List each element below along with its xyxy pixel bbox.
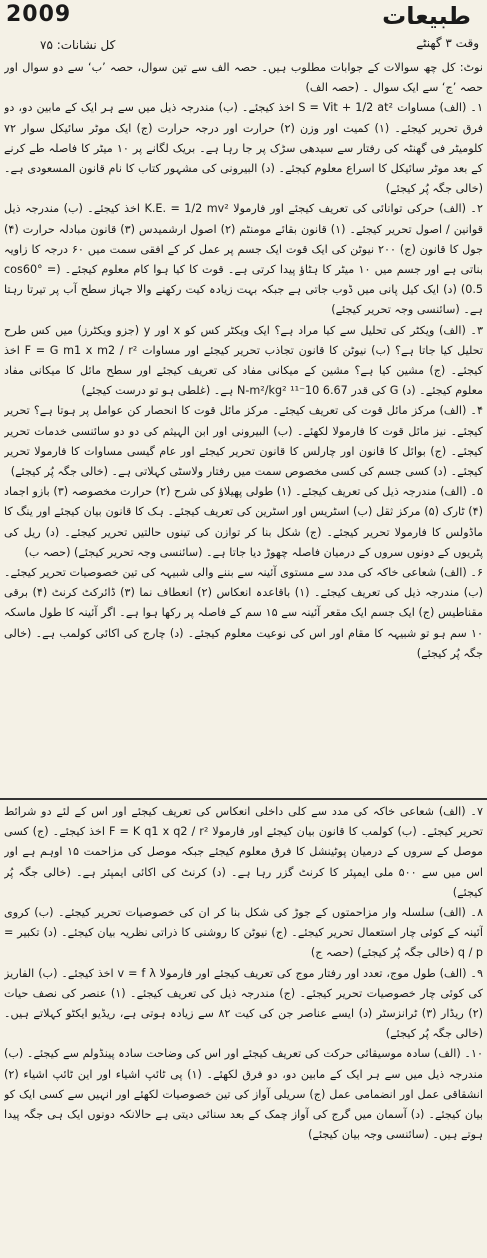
header	[0, 0, 487, 52]
page-divider	[0, 798, 487, 800]
time-allowed: وقت ۳ گھنٹے	[416, 36, 479, 50]
question-5: ۵۔ (الف) مندرجہ ذیل کی تعریف کیجئے۔ (۱) طولی پھیلاؤ کی شرح (۲) حرارت مخصوصہ (۳) بازو اجماد (۴) ٹارک (۵) مرکز ثقل (ب) اسٹریس اور اسٹرین کی تعریف کیجئے۔ ہک کا قانون بیان کیجئے اور ینگ کا ماڈولس کا فارمولا تحریر کیجئے۔ (ج) شکل بنا کر توازن کی تینوں حالتیں تحریر کیجئے۔ (د) ریل کی پٹریوں کے دونوں سروں کے درمیان فاصلہ چھوڑ دیا جاتا ہے۔ (سائنسی وجہ تحریر کیجئے) (حصہ ب)	[4, 485, 483, 559]
question-9: ۹۔ (الف) طول موج، تعدد اور رفتار موج کی تعریف کیجئے اور فارمولا v = f λ اخذ کیجئے۔ (ب) الفاریز کی کوئی چار خصوصیات تحریر کیجئے۔ (ج) مندرجہ ذیل کی تعریف کیجئے۔ (۱) عنصر کی نصف حیات (۲) ریڈار (۳) ٹرانزسٹر (د) ایسے عناصر جن کی کیت ۸۲ سے زیادہ ہوتی ہے، ریڈیو ایکٹو کہلاتے ہیں۔ (خالی جگہ پُر کیجئے)	[4, 966, 483, 1041]
question-3: ۳۔ (الف) ویکٹر کی تحلیل سے کیا مراد ہے؟ ایک ویکٹر کس کو x اور y (جزو ویکٹرز) میں کس طرح تحلیل کیا جاتا ہے؟ (ب) نیوٹن کا قانون تجاذب تحریر کیجئے اور مساوات F = G m1 x m2 / r² اخذ کیجئے۔ (ج) مشین کیا ہے؟ مشین کے میکانی مفاد کی تعریف کیجئے اور سطح مائل کا میکانی مفاد معلوم کیجئے۔ (د) G کی قدر 6.67 10⁻¹¹ N-m²/kg² ہے۔ (غلطی ہو تو درست کیجئے)	[4, 323, 483, 398]
questions-part-1	[4, 58, 483, 798]
instructions: نوٹ: کل چھ سوالات کے جوابات مطلوب ہیں۔ حصہ الف سے تین سوال، حصہ ’ب‘ سے دو سوال اور حصہ ’ج‘ سے ایک سوال ۔ (حصہ الف)	[4, 61, 483, 95]
question-7: ۷۔ (الف) شعاعی خاکہ کی مدد سے کلی داخلی انعکاس کی تعریف کیجئے اور اس کے لئے دو شرائط تحریر کیجئے۔ (ب) کولمب کا قانون بیان کیجئے اور فارمولا F = K q1 x q2 / r² اخذ کیجئے۔ (ج) کسی موصل کے سروں کے درمیان پوٹینشل کا فرق معلوم کیجئے جبکہ موصل کی مزاحمت ۱۵ اوہم ہے اور اس میں سے ۵۰۰ ملی ایمپئر کا کرنٹ گزر رہا ہے۔ (د) کرنٹ کی اکائی ایمپئر ہے۔ (خالی جگہ پُر کیجئے)	[4, 805, 483, 899]
questions-part-2	[4, 802, 483, 1252]
question-10: ۱۰۔ (الف) سادہ موسیقائی حرکت کی تعریف کیجئے اور اس کی وضاحت سادہ پینڈولم سے کیجئے۔ (ب) مندرجہ ذیل میں سے ہر ایک کے مابین دو، دو فرق لکھئے۔ (۱) پی ٹائپ اشیاء اور این ٹائپ اشیاء (۲) انشقاقی عمل اور انضمامی عمل (ج) سریلی آواز کی تین خصوصیات لکھئے اور انہیں سے کسی ایک کو بیان کیجئے۔ (د) آسمان میں گرج کی آواز چمک کے بعد سنائی دیتی ہے حالانکہ دونوں ایک ہی جگہ پیدا ہوتے ہیں۔ (سائنسی وجہ بیان کیجئے)	[4, 1047, 483, 1142]
question-4: ۴۔ (الف) مرکز مائل قوت کی تعریف کیجئے۔ مرکز مائل قوت کا انحصار کن عوامل پر ہوتا ہے؟ تحریر کیجئے۔ نیز مائل قوت کا فارمولا لکھئے۔ (ب) البیرونی اور ابن الہیثم کی دو دو سائنسی خدمات تحریر کیجئے۔ (ج) بوائل کا قانون اور چارلس کا قانون تحریر کیجئے اور عام گیسی مساوات کا فارمولا تحریر کیجئے۔ (د) کسی جسم کی کسی مخصوص سمت میں رفتار ولاسٹی کہلاتی ہے۔ (خالی جگہ پُر کیجئے)	[4, 404, 483, 479]
question-2: ۲۔ (الف) حرکی توانائی کی تعریف کیجئے اور فارمولا K.E. = 1/2 mv² اخذ کیجئے۔ (ب) مندرجہ ذیل قوانین / اصول تحریر کیجئے۔ (۱) قانون بقائے مومنٹم (۲) اصول ارشمیدس (۳) قانون مبادلہ حرارت (۴) جول کا قانون (ج) ۲۰۰ نیوٹن کی ایک قوت ایک جسم پر عمل کر کے افقی سمت میں ۶۰ درجہ کا زاویہ بناتی ہے اور جسم میں ۱۰ میٹر کا ہٹاؤ پیدا کرتی ہے۔ قوت کا کیا ہوا کام معلوم کیجئے۔ (cos60° = 0.5) (د) ایک کیل پانی میں ڈوب جاتی ہے جبکہ بہت زیادہ کیت رکھنے والا جہاز سطح آب پر تیرتا رہتا ہے۔ (سائنسی وجہ تحریر کیجئے)	[4, 202, 483, 317]
total-marks: کل نشانات: ۷۵	[40, 38, 116, 52]
question-8: ۸۔ (الف) سلسلہ وار مزاحمتوں کے جوڑ کی شکل بنا کر ان کی خصوصیات تحریر کیجئے۔ (ب) کروی آئینہ کے کوئی چار استعمال تحریر کیجئے۔ (ج) نیوٹن کا روشنی کا ذراتی نظریہ بیان کیجئے۔ (د) تکبیر = q / p (خالی جگہ پُر کیجئے) (حصہ ج)	[4, 906, 483, 960]
question-6: ۶۔ (الف) شعاعی خاکہ کی مدد سے مستوی آئینہ سے بننے والی شبیہہ کی تین خصوصیات تحریر کیجئے۔ (ب) مندرجہ ذیل کی تعریف کیجئے۔ (۱) باقاعدہ انعکاس (۲) انعطاف نما (۳) ڈائرکٹ کرنٹ (۴) برقی مقناطیس (ج) ایک جسم ایک مقعر آئینہ سے ۱۵ سم کے فاصلہ پر رکھا ہوا ہے۔ اگر آئینہ کا طول ماسکہ ۱۰ سم ہو تو شبیہہ کا مقام اور اس کی نوعیت معلوم کیجئے۔ (د) چارج کی اکائی کولمب ہے۔ (خالی جگہ پُر کیجئے)	[4, 566, 483, 660]
exam-year: 2009	[6, 2, 72, 27]
question-1: ۱۔ (الف) مساوات S = Vit + 1/2 at² اخذ کیجئے۔ (ب) مندرجہ ذیل میں سے ہر ایک کے مابین دو، دو فرق تحریر کیجئے۔ (۱) کمیت اور وزن (۲) حرارت اور درجہ حرارت (ج) ایک موٹر سائیکل سوار ۷۲ کلومیٹر فی گھنٹہ کی رفتار سے سیدھی سڑک پر جا رہا ہے۔ بریک لگانے پر ۱۰ میٹر کا فاصلہ طے کرنے کے بعد موٹر سائیکل کا اسراع معلوم کیجئے۔ (د) البیرونی کی مشہور کتاب کا نام قانون المسعودی ہے۔ (خالی جگہ پُر کیجئے)	[4, 101, 483, 196]
subject-title: طبیعات	[382, 2, 471, 30]
